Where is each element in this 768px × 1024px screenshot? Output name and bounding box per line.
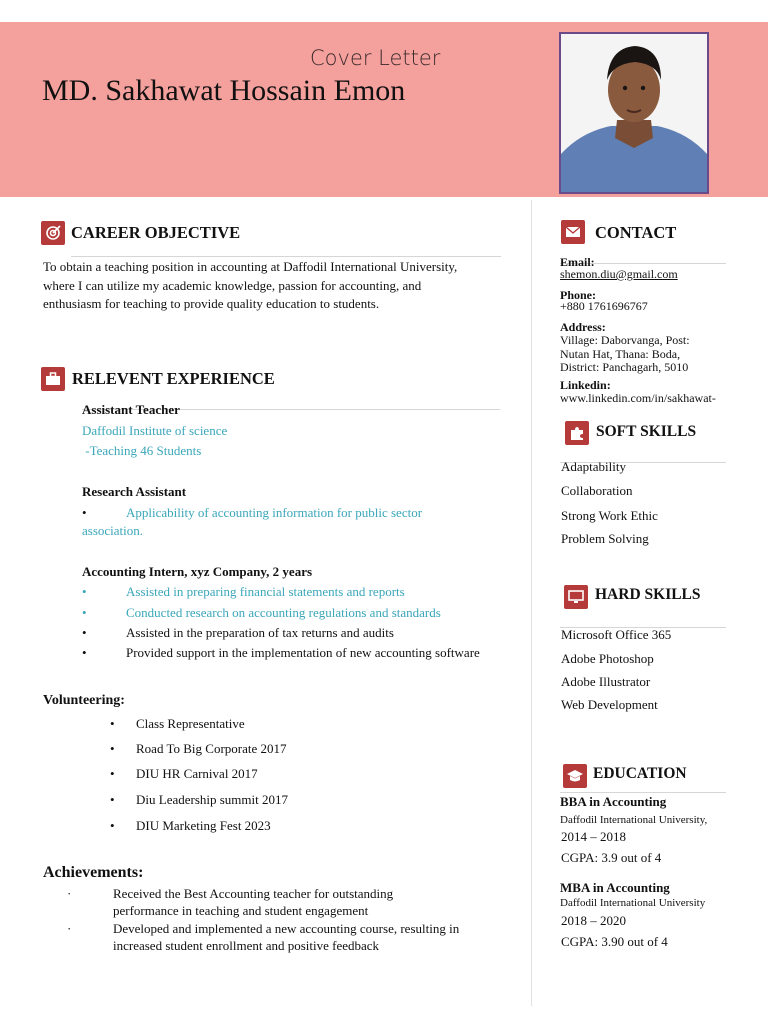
address-line: District: Panchagarh, 5010: [560, 360, 689, 374]
bullet: ·: [67, 886, 72, 901]
bullet: ·: [67, 921, 72, 936]
skill-item: Adobe Illustrator: [561, 674, 651, 689]
divider: [560, 792, 726, 793]
bullet-text: Road To Big Corporate 2017: [136, 741, 287, 756]
divider: [71, 256, 501, 257]
column-divider: [531, 200, 532, 1006]
job-role: Research Assistant: [82, 484, 187, 499]
briefcase-icon: [41, 367, 65, 391]
skill-item: Problem Solving: [561, 531, 649, 546]
profile-photo: [559, 32, 709, 194]
document-type: Cover Letter: [310, 46, 441, 70]
school: Daffodil International University,: [560, 814, 708, 826]
target-icon: [41, 221, 65, 245]
hard-skills-title: HARD SKILLS: [595, 586, 701, 603]
degree: BBA in Accounting: [560, 794, 667, 809]
skill-item: Adaptability: [561, 459, 626, 474]
monitor-icon: [564, 585, 588, 609]
candidate-name: MD. Sakhawat Hossain Emon: [42, 74, 406, 107]
job-detail: Applicability of accounting information for public sector: [126, 505, 423, 520]
cgpa: CGPA: 3.90 out of 4: [561, 934, 668, 949]
job-detail: association.: [82, 523, 144, 538]
bullet-text: DIU Marketing Fest 2023: [136, 818, 271, 833]
bullet-text: Conducted research on accounting regulations and standards: [126, 605, 441, 620]
job-detail: -Teaching 46 Students: [82, 443, 202, 458]
school: Daffodil International University: [560, 897, 706, 909]
achievement-line: Developed and implemented a new accounting course, resulting in: [113, 921, 460, 936]
skill-item: Collaboration: [561, 483, 633, 498]
puzzle-icon: [565, 421, 589, 445]
skill-item: Adobe Photoshop: [561, 651, 654, 666]
soft-skills-title: SOFT SKILLS: [596, 423, 697, 440]
bullet-text: DIU HR Carnival 2017: [136, 766, 258, 781]
bullet-text: Assisted in preparing financial statements and reports: [126, 584, 405, 599]
years: 2014 – 2018: [561, 829, 626, 844]
achievement-item: [113, 920, 459, 954]
linkedin-link[interactable]: www.linkedin.com/in/sakhawat-: [560, 391, 716, 405]
experience-title: RELEVENT EXPERIENCE: [72, 369, 275, 388]
envelope-icon: [561, 220, 585, 244]
linkedin-label: Linkedin:: [560, 378, 611, 392]
graduation-cap-icon: [563, 764, 587, 788]
job-role: Accounting Intern, xyz Company, 2 years: [82, 564, 313, 579]
career-objective-title: CAREER OBJECTIVE: [71, 223, 241, 242]
skill-item: Microsoft Office 365: [561, 627, 672, 642]
objective-line: enthusiasm for teaching to provide quality education to students.: [43, 296, 380, 311]
email-link[interactable]: shemon.diu@gmail.com: [560, 267, 678, 281]
contact-title: CONTACT: [595, 223, 677, 242]
skill-item: Strong Work Ethic: [561, 508, 658, 523]
bullet-text: Provided support in the implementation of new accounting software: [126, 645, 480, 660]
career-objective-text: [43, 258, 457, 314]
achievement-line: increased student enrollment and positive feedback: [113, 938, 380, 953]
job-role: Assistant Teacher: [82, 402, 180, 417]
volunteering-title: Volunteering:: [43, 693, 125, 708]
degree: MBA in Accounting: [560, 880, 670, 895]
objective-line: where I can utilize my academic knowledge, passion for accounting, and: [43, 277, 422, 293]
years: 2018 – 2020: [561, 913, 626, 928]
achievements-title: Achievements:: [43, 864, 144, 881]
cgpa: CGPA: 3.9 out of 4: [561, 850, 662, 865]
objective-line: To obtain a teaching position in accounting at Daffodil International University,: [43, 259, 458, 274]
address-line: Village: Daborvanga, Post:: [560, 333, 690, 347]
email-label: Email:: [560, 255, 595, 269]
address-line: Nutan Hat, Thana: Boda,: [560, 346, 681, 361]
skill-item: Web Development: [561, 697, 658, 712]
achievement-line: Received the Best Accounting teacher for outstanding: [113, 886, 394, 901]
education-title: EDUCATION: [593, 765, 687, 782]
achievement-line: performance in teaching and student engagement: [113, 903, 369, 918]
address-value: [560, 334, 690, 375]
bullet: •: [82, 505, 87, 520]
phone-value: +880 1761696767: [560, 299, 648, 313]
bullet-text: Class Representative: [136, 716, 245, 731]
address-label: Address:: [560, 320, 606, 334]
phone-label: Phone:: [560, 288, 596, 302]
bullet-text: Assisted in the preparation of tax returns and audits: [126, 625, 394, 640]
bullet-text: Diu Leadership summit 2017: [136, 792, 289, 807]
job-organization: Daffodil Institute of science: [82, 423, 228, 438]
achievement-item: [113, 885, 393, 919]
